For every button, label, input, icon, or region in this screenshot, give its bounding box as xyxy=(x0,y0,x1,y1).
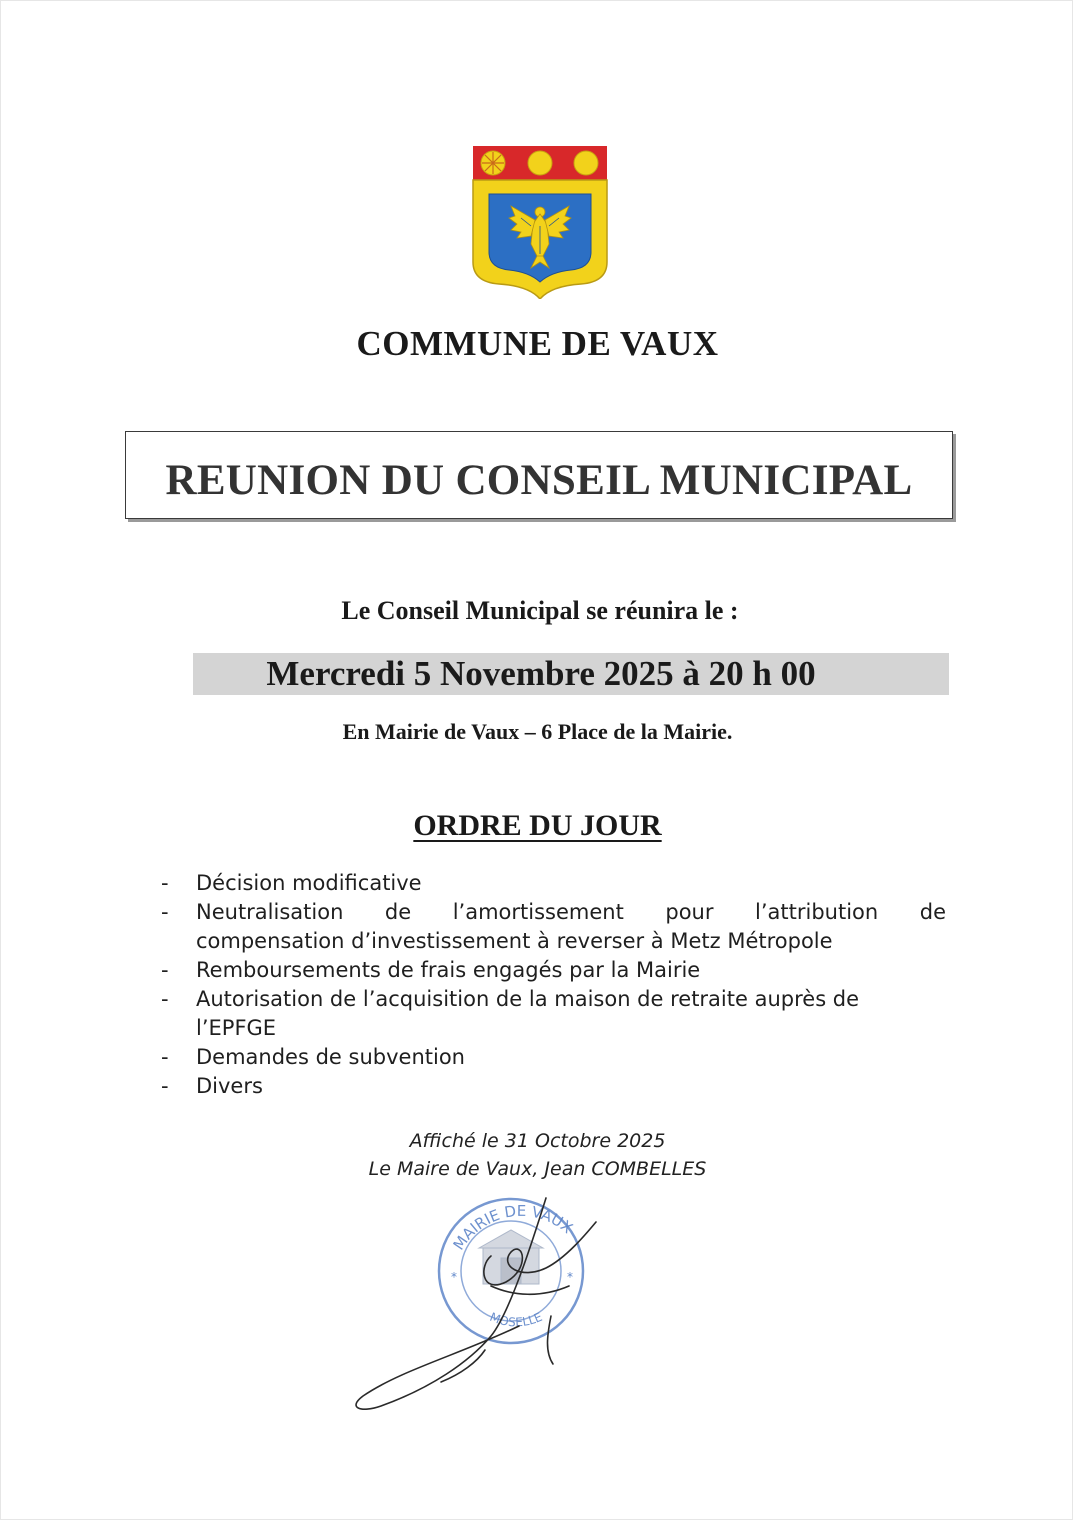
agenda-item-line: l’EPFGE xyxy=(196,1016,277,1040)
bullet-dash: - xyxy=(161,900,169,924)
svg-text:*: * xyxy=(567,1270,573,1284)
agenda-item-text: Remboursements de frais engagés par la Mairie xyxy=(196,958,701,982)
stamp-bottom-text: MOSELLE xyxy=(487,1309,545,1330)
agenda-item-line: Neutralisation de l’amortissement pour l’attribution de xyxy=(196,900,946,924)
agenda-item-line: compensation d’investissement à reverser à Metz Métropole xyxy=(196,929,833,953)
agenda-item-text xyxy=(196,985,946,1043)
svg-text:*: * xyxy=(451,1270,457,1284)
coat-of-arms-emblem xyxy=(471,144,609,299)
bullet-dash: - xyxy=(161,987,169,1011)
agenda-item-text: Demandes de subvention xyxy=(196,1045,465,1069)
agenda-item-text xyxy=(196,898,946,956)
document-title: REUNION DU CONSEIL MUNICIPAL xyxy=(165,456,913,504)
agenda-heading: ORDRE DU JOUR xyxy=(413,809,662,842)
agenda-item-line: Autorisation de l’acquisition de la maison de retraite auprès de xyxy=(196,987,860,1011)
title-box xyxy=(125,431,953,519)
mairie-stamp-signature xyxy=(341,1186,611,1416)
bullet-dash: - xyxy=(161,958,169,982)
stamp-top-text: MAIRIE DE VAUX xyxy=(449,1201,577,1254)
list-item xyxy=(161,1072,946,1101)
bullet-dash: - xyxy=(161,871,169,895)
list-item xyxy=(161,956,946,985)
agenda-item-text: Décision modificative xyxy=(196,871,422,895)
list-item xyxy=(161,1043,946,1072)
bullet-dash: - xyxy=(161,1074,169,1098)
list-item xyxy=(161,898,946,956)
agenda-list xyxy=(161,869,946,1101)
meeting-date: Mercredi 5 Novembre 2025 à 20 h 00 xyxy=(266,654,816,693)
list-item xyxy=(161,985,946,1043)
posting-info xyxy=(1,1127,1073,1183)
list-item xyxy=(161,869,946,898)
agenda-item-text: Divers xyxy=(196,1074,263,1098)
bullet-dash: - xyxy=(161,1045,169,1069)
commune-name: COMMUNE DE VAUX xyxy=(356,324,719,363)
meeting-intro: Le Conseil Municipal se réunira le : xyxy=(341,596,739,625)
posted-date: Affiché le 31 Octobre 2025 xyxy=(409,1130,666,1152)
signatory-name: Le Maire de Vaux, Jean COMBELLES xyxy=(368,1158,707,1180)
meeting-place: En Mairie de Vaux – 6 Place de la Mairie. xyxy=(342,719,733,744)
